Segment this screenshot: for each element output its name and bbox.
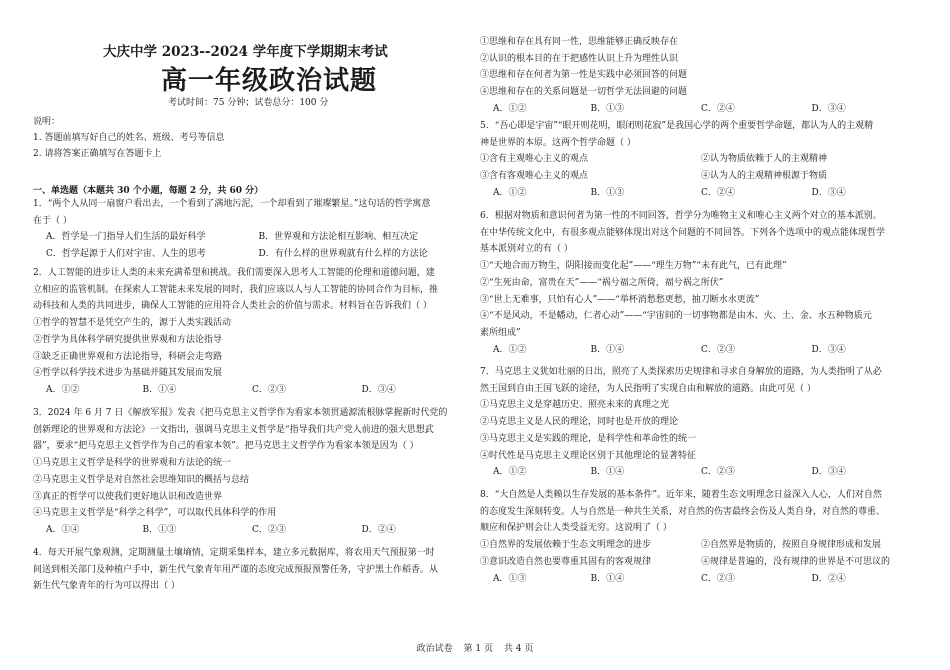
option-a: A．哲学是一门指导人们生活的最好科学 <box>46 232 206 243</box>
statement: ③含有客观唯心主义的观点 <box>480 171 589 182</box>
statement-row <box>480 537 922 554</box>
option-b: B．①④ <box>590 467 625 478</box>
option-d: D．③④ <box>811 187 846 198</box>
question-text: 间送到相关部门及种植户手中，新生代气象青年用严谨的态度完成预报预警任务，守护黑土作稻香。从 <box>33 564 439 575</box>
question-text: 4．每天开展气象观测，定期测量土壤墒情，定期采集样本，建立多元数据库，将农用天气预报第一时 <box>33 548 435 558</box>
option-d: D．③④ <box>811 103 846 114</box>
statement: ②“生死由命，富贵在天”——“祸兮福之所倚，福兮祸之所伏” <box>480 277 724 288</box>
question-text: 然王国到自由王国飞跃的途径，为人民指明了实现自由和解放的道路。由此可见（ ） <box>480 383 816 394</box>
statement: ②认为物质依赖于人的主观精神 <box>701 154 828 165</box>
option-d: D．③④ <box>811 344 846 355</box>
option-d: D．③④ <box>361 384 396 395</box>
question-text: 5．“吾心即是宇宙”“眼开则花明，眼闭则花寂”是我国心学的两个重要哲学命题，都认为人的主观精 <box>480 121 874 131</box>
option-a: A．①② <box>493 103 527 114</box>
statement: ④“不是风动，不是幡动，仁者心动”——“宇宙间的一切事物都是由木、火、土、金、水五种物质元 <box>480 311 872 322</box>
statement: ①含有主观唯心主义的观点 <box>480 154 589 165</box>
question-text: 8．“大自然是人类赖以生存发展的基本条件”。近年来，随着生态文明理念日益深入人心，人们对自然 <box>480 490 882 500</box>
exam-meta: 考试时间：75 分钟；试卷总分：100 分 <box>168 98 329 108</box>
option-a: A．①③ <box>493 573 527 584</box>
option-row <box>33 382 471 399</box>
option-c: C．哲学起源于人们对宇宙、人生的思考 <box>46 249 206 260</box>
option-b: B．世界观和方法论相互影响、相互决定 <box>258 232 419 243</box>
option-a: A．①④ <box>46 524 80 535</box>
question-5 <box>480 118 922 202</box>
question-text: 3．2024 年 6 月 7 日《解放军报》发表《把马克思主义哲学作为看家本领贯通源流根脉掌握新时代党的 <box>33 408 448 418</box>
option-a: A．①② <box>493 344 527 355</box>
statement: 素所组成” <box>480 327 521 338</box>
statement: ①马克思主义是穿越历史、照亮未来的真理之光 <box>480 400 670 411</box>
statement: ③意识改造自然也要尊重其固有的客观规律 <box>480 556 652 567</box>
footer-subject: 政治试卷 <box>416 644 453 654</box>
option-b: B．①④ <box>590 344 625 355</box>
question-text: 基本派别对立的有（ ） <box>480 244 573 255</box>
statement: ④思维和存在的关系问题是一切哲学无法回避的问题 <box>480 87 688 98</box>
question-text: 立相应的监管机制。在探索人工智能未来发展的同时，我们应该以人与人工智能的协同合作为目标，推 <box>33 284 439 295</box>
page-footer <box>0 641 950 654</box>
question-text: 的态度发生深刻转变。人与自然是一种共生关系，对自然的伤害最终会伤及人类自身，对自然的尊重、 <box>480 506 886 517</box>
statement: ④规律是普遍的，没有规律的世界是不可思议的 <box>701 556 891 567</box>
option-b: B．①④ <box>590 573 625 584</box>
statement: ②哲学为具体科学研究提供世界观和方法论指导 <box>33 334 223 345</box>
question-text: 在中华传统文化中，有很多观点能够体现出对这个问题的不同回答。下列各个选项中的观点能体现哲学 <box>480 227 886 238</box>
option-c: C．②④ <box>701 187 735 198</box>
instruction-item: 1. 答题前填写好自己的姓名、班级、考号等信息 <box>33 133 225 143</box>
statement: ②认识的根本目的在于把感性认识上升为理性认识 <box>480 53 679 64</box>
statement: ④时代性是马克思主义理论区别于其他理论的显著特征 <box>480 450 697 461</box>
question-text: 创新理论的世界观和方法论》一文指出，强调马克思主义哲学是“指导我们共产党人前进的强大思想武 <box>33 424 434 435</box>
option-a: A．①② <box>493 187 527 198</box>
statement: ②自然界是物质的，按照自身规律形成和发展 <box>701 540 882 551</box>
right-column <box>480 0 922 630</box>
left-column <box>33 0 471 630</box>
statement: ③缺乏正确世界观和方法论指导，科研会走弯路 <box>33 351 223 362</box>
option-a: A．①② <box>493 467 527 478</box>
statement: ①马克思主义哲学是科学的世界观和方法论的统一 <box>33 458 232 469</box>
option-c: C．②③ <box>701 573 735 584</box>
statement-row <box>480 554 922 571</box>
option-b: B．①④ <box>142 384 177 395</box>
option-row <box>480 342 922 359</box>
option-c: C．②③ <box>701 344 735 355</box>
option-row <box>480 464 922 481</box>
option-row <box>480 185 922 202</box>
question-text: 顺应和保护则会让人类受益无穷。这说明了（ ） <box>480 523 672 534</box>
footer-page-total: 共 4 页 <box>503 644 534 654</box>
option-d: D．②④ <box>811 573 846 584</box>
question-1 <box>33 196 471 263</box>
question-text: 2．人工智能的进步让人类的未来充满希望和挑战。我们需要深入思考人工智能的伦理和道德问题，建 <box>33 268 435 278</box>
statement: ①思维和存在具有同一性，思维能够正确反映存在 <box>480 37 679 47</box>
option-b: B．①③ <box>142 524 177 535</box>
option-a: A．①② <box>46 384 80 395</box>
option-c: C．②③ <box>252 524 286 535</box>
section-title: 一、单选题（本题共 30 个小题，每题 2 分，共 60 分） <box>33 186 264 196</box>
question-text: 动科技和人类的共同进步，确保人工智能的应用符合人类社会的价值与需求。材料旨在告诉我们（ ） <box>33 301 432 312</box>
statement: ④认为人的主观精神根源于物质 <box>701 171 828 182</box>
question-text: 新生代气象青年的行为可以得出（ ） <box>33 581 180 592</box>
option-row <box>480 101 922 118</box>
statement: ④马克思主义哲学是“科学之科学”，可以取代具体科学的作用 <box>33 508 277 519</box>
question-text: 6．根据对物质和意识何者为第一性的不同回答，哲学分为唯物主义和唯心主义两个对立的基本派别。 <box>480 211 882 221</box>
statement: ②马克思主义哲学是对自然社会思维知识的概括与总结 <box>33 474 250 485</box>
instruction-item: 2. 请将答案正确填写在答题卡上 <box>33 149 162 159</box>
statement: ①哲学的智慧不是凭空产生的，源于人类实践活动 <box>33 318 232 329</box>
question-text: 神是世界的本原。这两个哲学命题（ ） <box>480 137 636 148</box>
question-text: 1．“两个人从同一扇窗户看出去，一个看到了满地污泥，一个却看到了璀璨繁星。”这句话的哲学寓意 <box>33 199 431 209</box>
option-d: D．②④ <box>361 524 396 535</box>
question-6 <box>480 208 922 358</box>
statement: ①自然界的发展依赖于生态文明理念的进步 <box>480 540 652 551</box>
question-2 <box>33 265 471 399</box>
question-text: 在于（ ） <box>33 215 72 226</box>
statement: ②马克思主义是人民的理论，同时也是开放的理论 <box>480 417 679 428</box>
option-c: C．②④ <box>701 103 735 114</box>
instructions-heading: 说明： <box>33 117 61 127</box>
option-row <box>33 229 471 246</box>
school-exam-title: 大庆中学 2023--2024 学年度下学期期末考试 <box>103 44 388 60</box>
option-row <box>33 522 471 539</box>
question-7 <box>480 364 922 481</box>
statement: ③“世上无难事，只怕有心人”——“举杯消愁愁更愁，抽刀断水水更流” <box>480 294 760 305</box>
option-c: C．②③ <box>252 384 286 395</box>
statement: ③真正的哲学可以使我们更好地认识和改造世界 <box>33 491 223 502</box>
page-title: 高一年级政治试题 <box>161 66 378 96</box>
question-4-continued <box>480 34 922 118</box>
option-b: B．①③ <box>590 187 625 198</box>
question-4 <box>33 545 471 595</box>
question-3 <box>33 405 471 539</box>
question-text: 7．马克思主义犹如壮丽的日出，照亮了人类探索历史规律和寻求自身解放的道路，为人类指明了从必 <box>480 367 882 377</box>
footer-page-number: 第 1 页 <box>463 644 493 654</box>
option-row <box>480 571 922 588</box>
option-row <box>33 246 471 263</box>
statement: ④哲学以科学技术进步为基础并随其发展而发展 <box>33 368 223 379</box>
question-text: 器”，要求“把马克思主义哲学作为自己的看家本领”。把马克思主义哲学作为看家本领是因为（ ） <box>33 441 419 452</box>
statement: ③马克思主义是实践的理论，是科学性和革命性的统一 <box>480 433 697 444</box>
statement-row <box>480 151 922 168</box>
statement-row <box>480 168 922 185</box>
option-c: C．②③ <box>701 467 735 478</box>
option-d: D．有什么样的世界观就有什么样的方法论 <box>258 249 428 260</box>
option-b: B．①③ <box>590 103 625 114</box>
option-d: D．③④ <box>811 467 846 478</box>
statement: ③思维和存在何者为第一性是实践中必须回答的问题 <box>480 70 688 81</box>
statement: ①“天地合而万物生，阴阳接而变化起”——“理生万物”“未有此气，已有此理” <box>480 261 787 272</box>
question-8 <box>480 487 922 587</box>
instructions <box>33 114 224 162</box>
